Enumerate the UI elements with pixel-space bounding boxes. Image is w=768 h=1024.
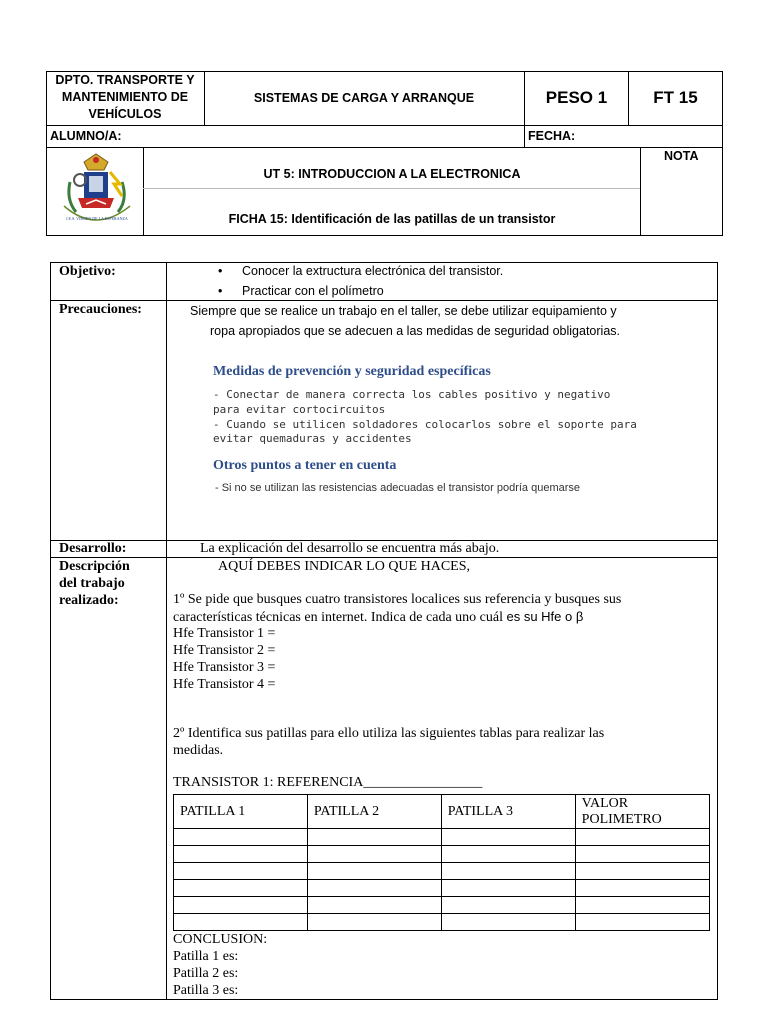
nota-label: NOTA xyxy=(664,149,699,163)
conclusion-label: CONCLUSION: xyxy=(173,932,268,947)
objetivo-item: • Practicar con el polímetro xyxy=(242,284,384,298)
medidas-line: - Cuando se utilicen soldadores colocarlos sobre el soporte para xyxy=(213,418,637,431)
measurement-table xyxy=(173,794,710,931)
objetivo-item: • Conocer la extructura electrónica del transistor. xyxy=(242,264,503,278)
table-cell[interactable] xyxy=(174,829,308,846)
table-cell[interactable] xyxy=(441,829,575,846)
table-cell[interactable] xyxy=(441,914,575,931)
subject-title: SISTEMAS DE CARGA Y ARRANQUE xyxy=(253,91,475,105)
logo-text: I.E.S. VIRGEN DE LA ESPERANZA xyxy=(66,216,128,221)
table-cell[interactable] xyxy=(441,846,575,863)
table-cell[interactable] xyxy=(174,914,308,931)
table-cell[interactable] xyxy=(174,880,308,897)
patilla-line: Patilla 1 es: xyxy=(173,949,239,964)
objetivo-label: Objetivo: xyxy=(59,264,116,279)
table-cell[interactable] xyxy=(575,829,709,846)
transistor-reference: TRANSISTOR 1: REFERENCIA_________________ xyxy=(173,775,483,790)
department-name: DPTO. TRANSPORTE Y MANTENIMIENTO DE VEHÍCULOS xyxy=(55,73,195,121)
precauciones-intro: ropa apropiados que se adecuen a las medidas de seguridad obligatorias. xyxy=(210,324,621,338)
hfe-line: Hfe Transistor 4 = xyxy=(173,677,276,692)
table-cell[interactable] xyxy=(307,914,441,931)
instruction-1-hfe: es su Hfe o β xyxy=(506,609,584,624)
desarrollo-label: Desarrollo: xyxy=(59,541,127,556)
instruction-2: medidas. xyxy=(173,743,224,758)
table-cell[interactable] xyxy=(174,863,308,880)
table-cell[interactable] xyxy=(174,897,308,914)
work-heading: AQUÍ DEBES INDICAR LO QUE HACES, xyxy=(218,559,470,574)
table-row xyxy=(174,863,710,880)
patilla-line: Patilla 2 es: xyxy=(173,966,239,981)
table-cell[interactable] xyxy=(307,897,441,914)
medidas-line: - Conectar de manera correcta los cables positivo y negativo xyxy=(213,388,611,401)
desarrollo-text: La explicación del desarrollo se encuentra más abajo. xyxy=(200,541,500,556)
hfe-line: Hfe Transistor 2 = xyxy=(173,643,276,658)
ft-label: FT 15 xyxy=(653,88,698,107)
peso-label: PESO 1 xyxy=(545,88,608,107)
hfe-line: Hfe Transistor 1 = xyxy=(173,626,276,641)
table-cell[interactable] xyxy=(575,846,709,863)
descripcion-label: realizado: xyxy=(59,593,119,608)
table-cell[interactable] xyxy=(307,829,441,846)
table-header: VALOR POLIMETRO xyxy=(575,795,709,829)
descripcion-label: del trabajo xyxy=(59,576,125,591)
fecha-label: FECHA: xyxy=(528,129,576,143)
table-row xyxy=(174,846,710,863)
medidas-heading: Medidas de prevención y seguridad específicas xyxy=(213,364,491,379)
table-cell[interactable] xyxy=(441,863,575,880)
table-cell[interactable] xyxy=(441,897,575,914)
alumno-label: ALUMNO/A: xyxy=(50,129,122,143)
table-row xyxy=(174,829,710,846)
table-header: PATILLA 1 xyxy=(174,795,308,829)
unit-title: UT 5: INTRODUCCION A LA ELECTRONICA xyxy=(263,167,521,181)
table-header: PATILLA 3 xyxy=(441,795,575,829)
hfe-line: Hfe Transistor 3 = xyxy=(173,660,276,675)
otros-line: - Si no se utilizan las resistencias adecuadas el transistor podría quemarse xyxy=(215,482,581,494)
otros-heading: Otros puntos a tener en cuenta xyxy=(213,458,397,473)
table-header: PATILLA 2 xyxy=(307,795,441,829)
patilla-line: Patilla 3 es: xyxy=(173,983,239,998)
medidas-line: evitar quemaduras y accidentes xyxy=(213,432,412,445)
table-cell[interactable] xyxy=(575,863,709,880)
table-cell[interactable] xyxy=(575,897,709,914)
precauciones-label: Precauciones: xyxy=(59,302,142,317)
table-cell[interactable] xyxy=(441,880,575,897)
school-logo xyxy=(56,150,138,232)
table-cell[interactable] xyxy=(307,880,441,897)
table-cell[interactable] xyxy=(575,914,709,931)
medidas-line: para evitar cortocircuitos xyxy=(213,403,386,416)
ficha-title: FICHA 15: Identificación de las patillas de un transistor xyxy=(228,212,556,226)
descripcion-label: Descripción xyxy=(59,559,130,574)
instruction-2: 2º Identifica sus patillas para ello utiliza las siguientes tablas para realizar las xyxy=(173,726,605,741)
instruction-1 xyxy=(173,609,583,626)
table-cell[interactable] xyxy=(174,846,308,863)
table-row xyxy=(174,880,710,897)
instruction-1: 1º Se pide que busques cuatro transistores localices sus referencia y busques sus xyxy=(173,592,622,607)
table-cell[interactable] xyxy=(575,880,709,897)
table-row xyxy=(174,914,710,931)
table-row xyxy=(174,897,710,914)
table-cell[interactable] xyxy=(307,863,441,880)
table-cell[interactable] xyxy=(307,846,441,863)
precauciones-intro: Siempre que se realice un trabajo en el taller, se debe utilizar equipamiento y xyxy=(190,304,617,318)
instruction-1-text: características técnicas en internet. Indica de cada uno cuál xyxy=(173,610,507,625)
